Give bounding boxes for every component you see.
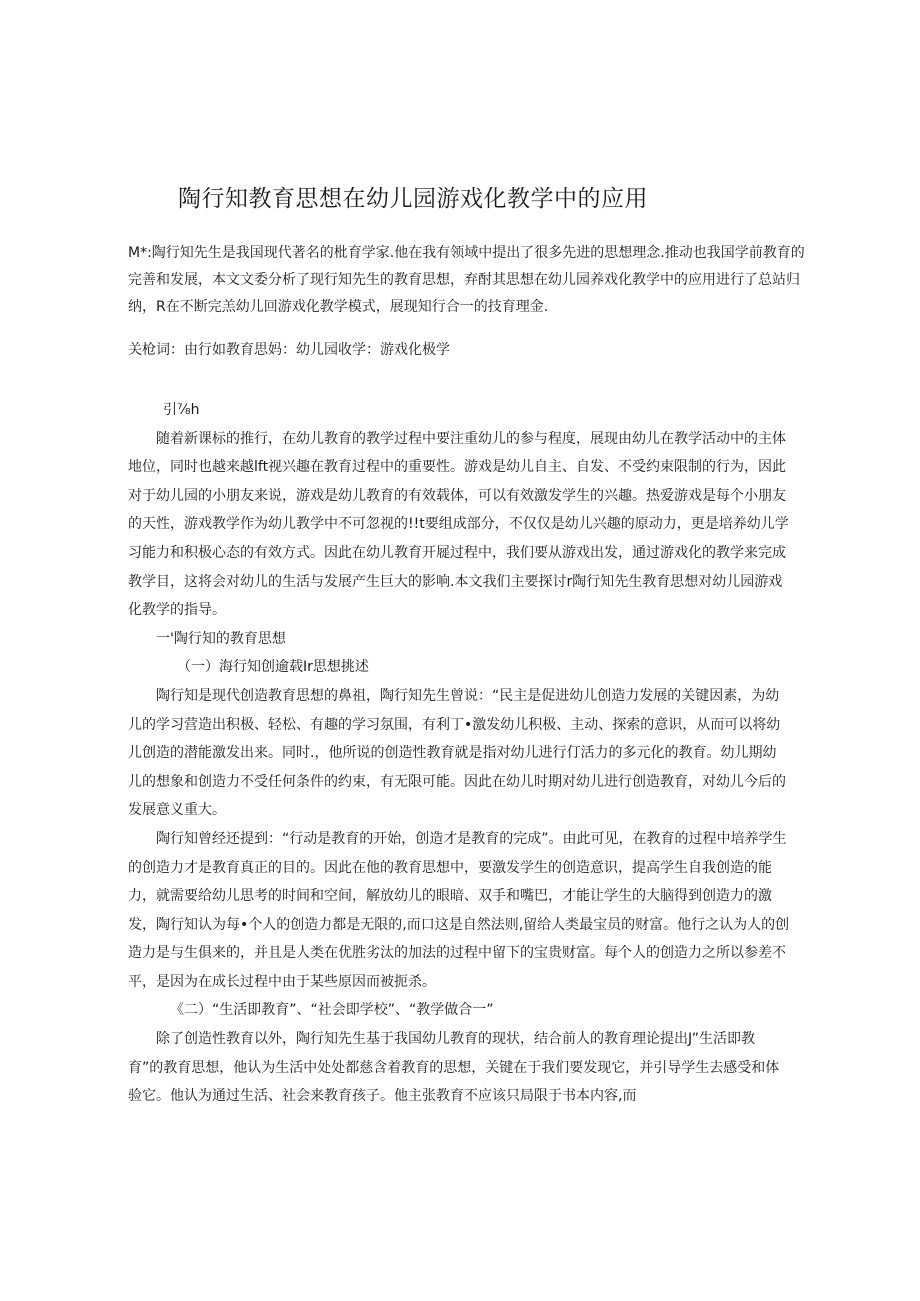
intro-heading: 引⅞h xyxy=(163,402,200,418)
section-heading: 一'陶行知的教育思想 xyxy=(156,630,286,647)
subsection-heading: （一）海行知创逾载Ir思想挑述 xyxy=(177,659,369,676)
document-title: 陶行知教育思想在幼儿园游戏化教学中的应用 xyxy=(178,186,648,212)
intro-paragraph: 随着新课标的推行，在幼儿教育的教学过程中要注重幼儿的参与程度，展现由幼儿在教学活动中的主体地位，同时也越来越lft视兴趣在教育过程中的重要性。游戏是幼儿自主、自发、不受约束限制的行为，因此对于幼儿园的小朋友来说，游戏是幼儿教育的有效载体，可以有效激发学生的兴趣。热爱游戏是每个小朋友的天性，游戏教学作为幼儿教学中不可忽视的!!t要组成部分，不仅仅是幼儿兴趣的原动力，更是培养幼儿学习能力和积极心态的有效方式。因此在幼儿教育开屣过程中，我们要从游戏出发，通过游戏化的教学来完成教学目，这将会对幼儿的生活与发展产生巨大的影响.本文我们主要探讨r陶行知先生教育思想对幼儿园游戏化教学的指导。 xyxy=(128,430,789,619)
document-body xyxy=(128,396,790,1111)
body-paragraph: 除了创造性教育以外，陶行知先生基于我国幼儿教育的现状，结合前人的教育理论提出J”生活即教育”的教育思想，他认为生活中处处都慈含着教育的思想，关键在于我们要发现它，并引导学生去感受和体验它。他认为通过生活、社会来教育孩子。他主张教育不应该只局限于书本内容,而 xyxy=(128,1031,780,1105)
body-paragraph: 陶行知曾经还提到：“行动是教育的开始，创造才是教育的完成”。由此可见，在教育的过程中培养学生的创造力才是教育真正的目的。因此在他的教育思想中，要激发学生的创造意识，提高学生自我创造的能力，就需要给幼儿思考的时间和空间，解放幼儿的眼暗、双手和嘴巴，才能让学生的大脑得到创造力的激发，陶行知认为每•个人的创造力都是无限的,而口这是自然法则,留给人类最宝员的财富。他行之认为人的创造力是与生俱来的，并且是人类在优胜劣汰的加法的过程中留下的宝贵财富。每个人的创造力之所以参差不平，是因为在成长过程中由于某些原因而被扼杀。 xyxy=(128,830,790,990)
subsection-heading: 《二）“生活即教育”、“社会即学校”、“教学做合一” xyxy=(170,1002,494,1019)
keywords: 关枪词：由行如教育思妈：幼儿园收学：游戏化极学 xyxy=(128,342,450,358)
abstract: M*:陶行知先生是我国现代著名的枇育学家.他在我有领域中提出了很多先进的思想理念.推动也我国学前教育的完善和发展，本文文委分析了现行知先生的教育思想，弃酎其思想在幼儿园养戏化教学中的应用进行了总站归纳，R在不断完羔幼儿回游戏化教学模式，展现知行合一的技育理金. xyxy=(128,245,805,315)
body-paragraph: 陶行知是现代创造教育思想的鼻祖，陶行知先生曾说：“民主是促进幼儿创造力发展的关键因素，为幼儿的学习营造出积极、轻松、有趣的学习氛围，有利丁•激发幼儿积极、主动、探索的意识，从而可以将幼儿创造的潜能激发出来。同时.，他所说的创造性教育就是指对幼儿进行仃活力的多元化的教育。幼儿期幼儿的想象和创造力不受任何条件的约束，有无限可能。因此在幼儿时期对幼儿进行创造教育，对幼儿今后的发展意义重大。 xyxy=(128,687,786,819)
